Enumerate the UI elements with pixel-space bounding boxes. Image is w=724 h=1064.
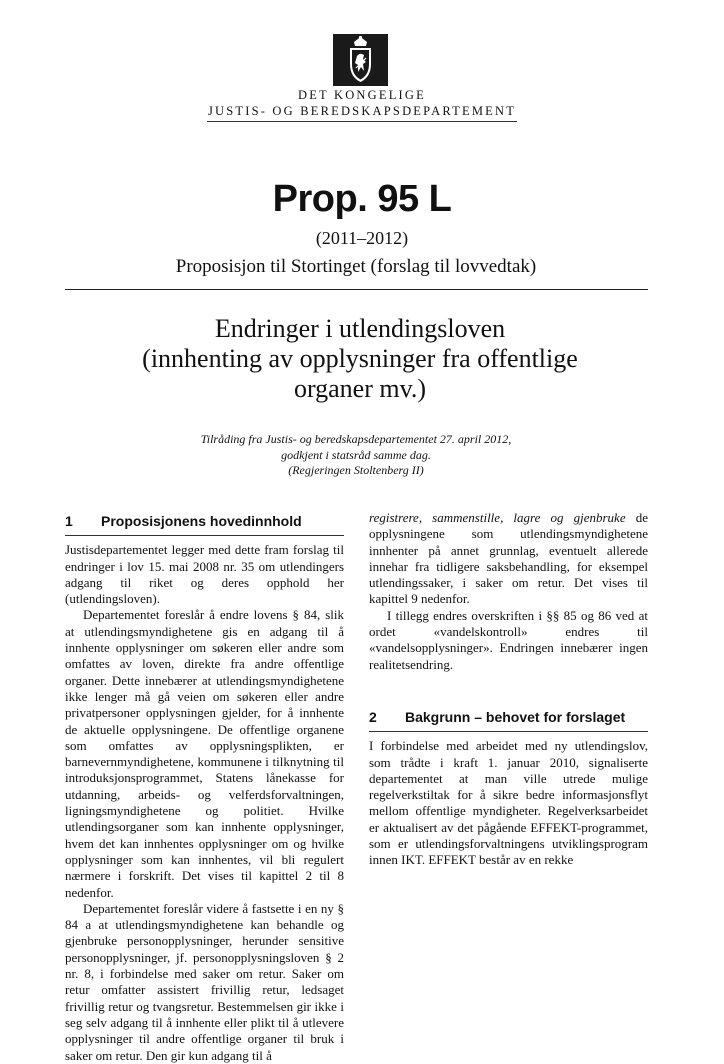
header-divider <box>65 289 648 290</box>
section-heading <box>65 513 344 536</box>
paragraph: I tillegg endres overskriften i §§ 85 og 86 ved at ordet «vandelskontroll» endres til «vandelsopplysninger». Endringen innebærer ingen realitetsendring. <box>369 607 648 672</box>
proposition-number: Prop. 95 L <box>272 178 452 220</box>
document-subtitle: Proposisjon til Stortinget (forslag til lovvedtak) <box>175 256 537 277</box>
document-title <box>80 314 640 404</box>
paragraph: Justisdepartementet legger med dette fram forslag til endringer i lov 15. mai 2008 nr. 35 om utlendingers adgang til riket og deres opphold her (utlendingsloven). <box>65 542 344 607</box>
paragraph: I forbindelse med arbeidet med ny utlendingslov, som trådte i kraft 1. januar 2010, signaliserte departementet at man ville utrede mulige regelverkstiltak for å sikre bedre informasjonsflyt mellom offentlige myndigheter. Regelverksarbeidet er aktualisert av det pågående EFFEKT-programmet, som er utlendingsforvaltningens utviklingsprogram innen IKT. EFFEKT består av en rekke <box>369 738 648 868</box>
paragraph <box>369 510 648 608</box>
title-line: organer mv.) <box>293 374 427 403</box>
right-column <box>369 510 648 869</box>
session-years: (2011–2012) <box>315 228 409 248</box>
paragraph-text: Departementet foreslår videre å fastsette i en ny § 84 a at utlendingsmyndighetene kan behandle og gjenbruke personopplysninger, herunder sensitive personopplysninger, jf. personopplysningsloven § 2 nr. 8, i forbindelse med saker om retur. Saker om retur omfatter assistert frivillig retur, ledsaget frivillig retur og tvangsretur. Bestemmelsen gir ikke i seg selv adgang til å innhente eller plikt til å utlevere opplysninger til andre offentlige organer til bruk i saker om retur. Den gir kun adgang til å <box>65 900 344 1063</box>
left-column <box>65 513 344 1064</box>
ministry-line-1: DET KONGELIGE <box>297 88 426 102</box>
section-number: 2 <box>369 708 377 725</box>
ministry-divider <box>207 121 517 122</box>
paragraph: Departementet foreslår å endre lovens § 84, slik at utlendingsmyndighetene gis en adgang til å innhente opplysninger om søkeren eller andre som omfattes av loven, direkte fra andre offentlige organer. Dette innebærer at utlendingsmyndighetene ikke lenger må gå veien om søkeren eller andre privatpersoner opplysningen gjelder, for å innhente de aktuelle opplysningene. De offentlige organene som omfattes av opplysningsplikten, er barnevernmyndighetene, kommunene i tilknytning til introduksjonsprogrammet, Statens lånekasse for utdanning, arbeids- og velferdsforvaltningen, ligningsmyndighetene og politiet. Hvilke utlendingsorganer som kan innhente opplysninger, hvem det kan innhentes opplysninger om og hvilke opplysninger som kan innhentes, vil bli regulert nærmere i forskrift. Det vises til kapittel 2 til 8 nedenfor. <box>65 607 344 900</box>
title-line: Endringer i utlendingsloven <box>214 314 506 343</box>
reco-line: godkjent i statsråd samme dag. <box>281 447 431 462</box>
section-number: 1 <box>65 513 73 529</box>
section-title: Proposisjonens hovedinnhold <box>101 513 302 529</box>
section-heading <box>369 709 648 732</box>
reco-line: Tilråding fra Justis- og beredskapsdepartementet 27. april 2012, <box>200 432 512 446</box>
paragraph <box>65 901 344 1064</box>
paragraph-emphasis: registrere, sammenstille, lagre og gjenbruke <box>369 510 626 525</box>
reco-line: (Regjeringen Stoltenberg II) <box>288 463 424 477</box>
paragraph-text: de opplysningene som utlendingsmyndighetene innhenter på annet grunnlag, eventuelt allerede innehar fra tidligere saksbehandling, for eksempel utlendingssaker, i saker om retur. Det vises til kapittel 9 nedenfor. <box>369 510 649 607</box>
ministry-line-2: JUSTIS- OG BEREDSKAPSDEPARTEMENT <box>207 104 517 118</box>
coat-of-arms-logo <box>333 34 388 86</box>
section-title: Bakgrunn – behovet for forslaget <box>405 708 626 725</box>
recommendation-note <box>0 432 712 479</box>
title-line: (innhenting av opplysninger fra offentlige <box>142 344 578 373</box>
